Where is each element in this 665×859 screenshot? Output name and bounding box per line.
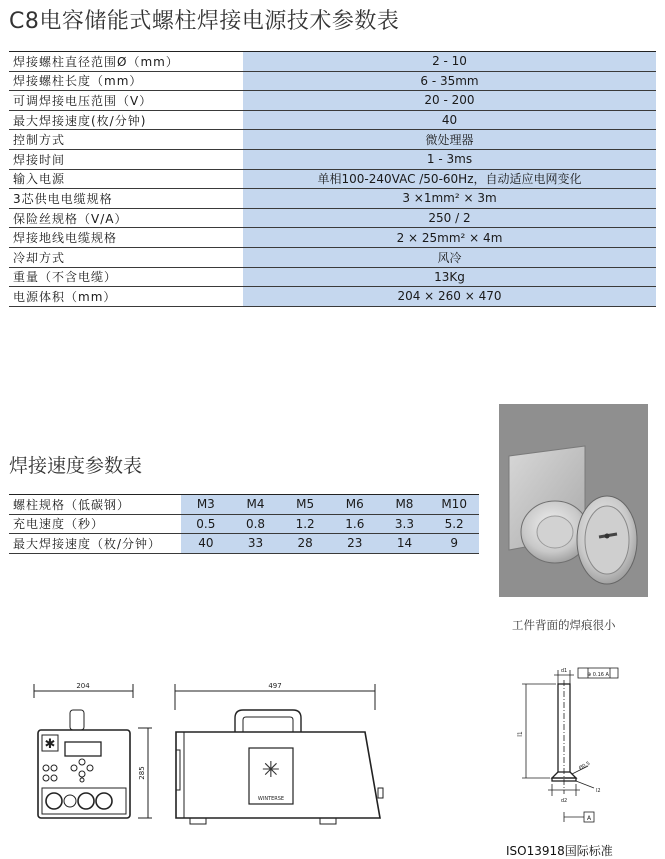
speed-cell: 0.8	[231, 514, 281, 534]
speed-label: 最大焊接速度（枚/分钟）	[9, 534, 181, 554]
stud-tolerance-label: ⊕ 0.16 A	[587, 672, 609, 678]
speed-row	[9, 514, 479, 534]
spec-value: 13Kg	[243, 267, 656, 287]
svg-text:✱: ✱	[44, 737, 56, 752]
stud-datum-label: A	[586, 815, 592, 822]
spec-label: 焊接时间	[9, 149, 243, 169]
speed-cell: M6	[330, 495, 380, 515]
speed-label: 充电速度（秒）	[9, 514, 181, 534]
side-length-dimension: 497	[268, 682, 282, 690]
spec-table	[9, 51, 656, 307]
spec-row	[9, 267, 656, 287]
power-supply-drawing	[20, 680, 490, 830]
iso-standard-label: ISO13918国际标准	[506, 844, 613, 858]
spec-value: 风冷	[243, 247, 656, 267]
speed-cell: M5	[280, 495, 330, 515]
speed-cell: 3.3	[380, 514, 430, 534]
stud-d2-label: d2	[560, 798, 568, 804]
stud-l2-label: l2	[596, 788, 601, 794]
spec-row	[9, 247, 656, 267]
speed-cell: M8	[380, 495, 430, 515]
spec-label: 可调焊接电压范围（V）	[9, 91, 243, 111]
page-title: C8电容储能式螺柱焊接电源技术参数表	[9, 9, 400, 34]
spec-label: 焊接地线电缆规格	[9, 228, 243, 248]
spec-label: 最大焊接速度(枚/分钟)	[9, 110, 243, 130]
speed-cell: 0.5	[181, 514, 231, 534]
speed-cell: M3	[181, 495, 231, 515]
speed-cell: 9	[429, 534, 479, 554]
spec-label: 冷却方式	[9, 247, 243, 267]
spec-label: 焊接螺柱直径范围Ø（mm）	[9, 52, 243, 72]
spec-row	[9, 208, 656, 228]
speed-cell: 28	[280, 534, 330, 554]
photo-caption: 工件背面的焊痕很小	[512, 618, 616, 632]
spec-row	[9, 189, 656, 209]
front-width-dimension: 204	[76, 682, 90, 690]
speed-cell: 1.2	[280, 514, 330, 534]
speed-table-title: 焊接速度参数表	[9, 455, 143, 477]
stud-length-label: l1	[517, 731, 524, 737]
spec-value: 20 - 200	[243, 91, 656, 111]
spec-value: 单相100-240VAC /50-60Hz，自动适应电网变化	[243, 169, 656, 189]
spec-label: 焊接螺柱长度（mm）	[9, 71, 243, 91]
spec-row	[9, 110, 656, 130]
speed-label: 螺柱规格（低碳钢）	[9, 495, 181, 515]
speed-table	[9, 494, 479, 554]
speed-row	[9, 534, 479, 554]
weld-sample-photo	[499, 404, 648, 597]
spec-label: 输入电源	[9, 169, 243, 189]
speed-cell: 1.6	[330, 514, 380, 534]
stud-dimension-drawing	[508, 662, 633, 832]
speed-cell: 14	[380, 534, 430, 554]
spec-value: 3 ×1mm² × 3m	[243, 189, 656, 209]
spec-value: 204 × 260 × 470	[243, 287, 656, 307]
svg-text:✳: ✳	[261, 758, 281, 783]
speed-cell: M10	[429, 495, 479, 515]
spec-row	[9, 52, 656, 72]
spec-value: 微处理器	[243, 130, 656, 150]
spec-label: 重量（不含电缆）	[9, 267, 243, 287]
height-dimension: 285	[138, 766, 146, 780]
spec-value: 250 / 2	[243, 208, 656, 228]
spec-row	[9, 91, 656, 111]
brand-logo-icon	[262, 758, 280, 783]
speed-cell: 23	[330, 534, 380, 554]
spec-value: 1 - 3ms	[243, 149, 656, 169]
spec-value: 2 × 25mm² × 4m	[243, 228, 656, 248]
speed-row	[9, 495, 479, 515]
spec-label: 电源体积（mm）	[9, 287, 243, 307]
spec-row	[9, 149, 656, 169]
speed-cell: 33	[231, 534, 281, 554]
spec-value: 2 - 10	[243, 52, 656, 72]
spec-row	[9, 130, 656, 150]
spec-row	[9, 228, 656, 248]
spec-row	[9, 169, 656, 189]
stud-chamfer-label: Ø0.5	[578, 760, 592, 772]
spec-value: 6 - 35mm	[243, 71, 656, 91]
speed-cell: 5.2	[429, 514, 479, 534]
brand-label: WINTERSE	[257, 796, 285, 802]
spec-label: 保险丝规格（V/A）	[9, 208, 243, 228]
speed-cell: M4	[231, 495, 281, 515]
power-switch-icon	[45, 737, 56, 752]
speed-cell: 40	[181, 534, 231, 554]
spec-value: 40	[243, 110, 656, 130]
spec-row	[9, 71, 656, 91]
spec-label: 3芯供电电缆规格	[9, 189, 243, 209]
stud-d1-label: d1	[560, 668, 568, 674]
spec-row	[9, 287, 656, 307]
spec-label: 控制方式	[9, 130, 243, 150]
